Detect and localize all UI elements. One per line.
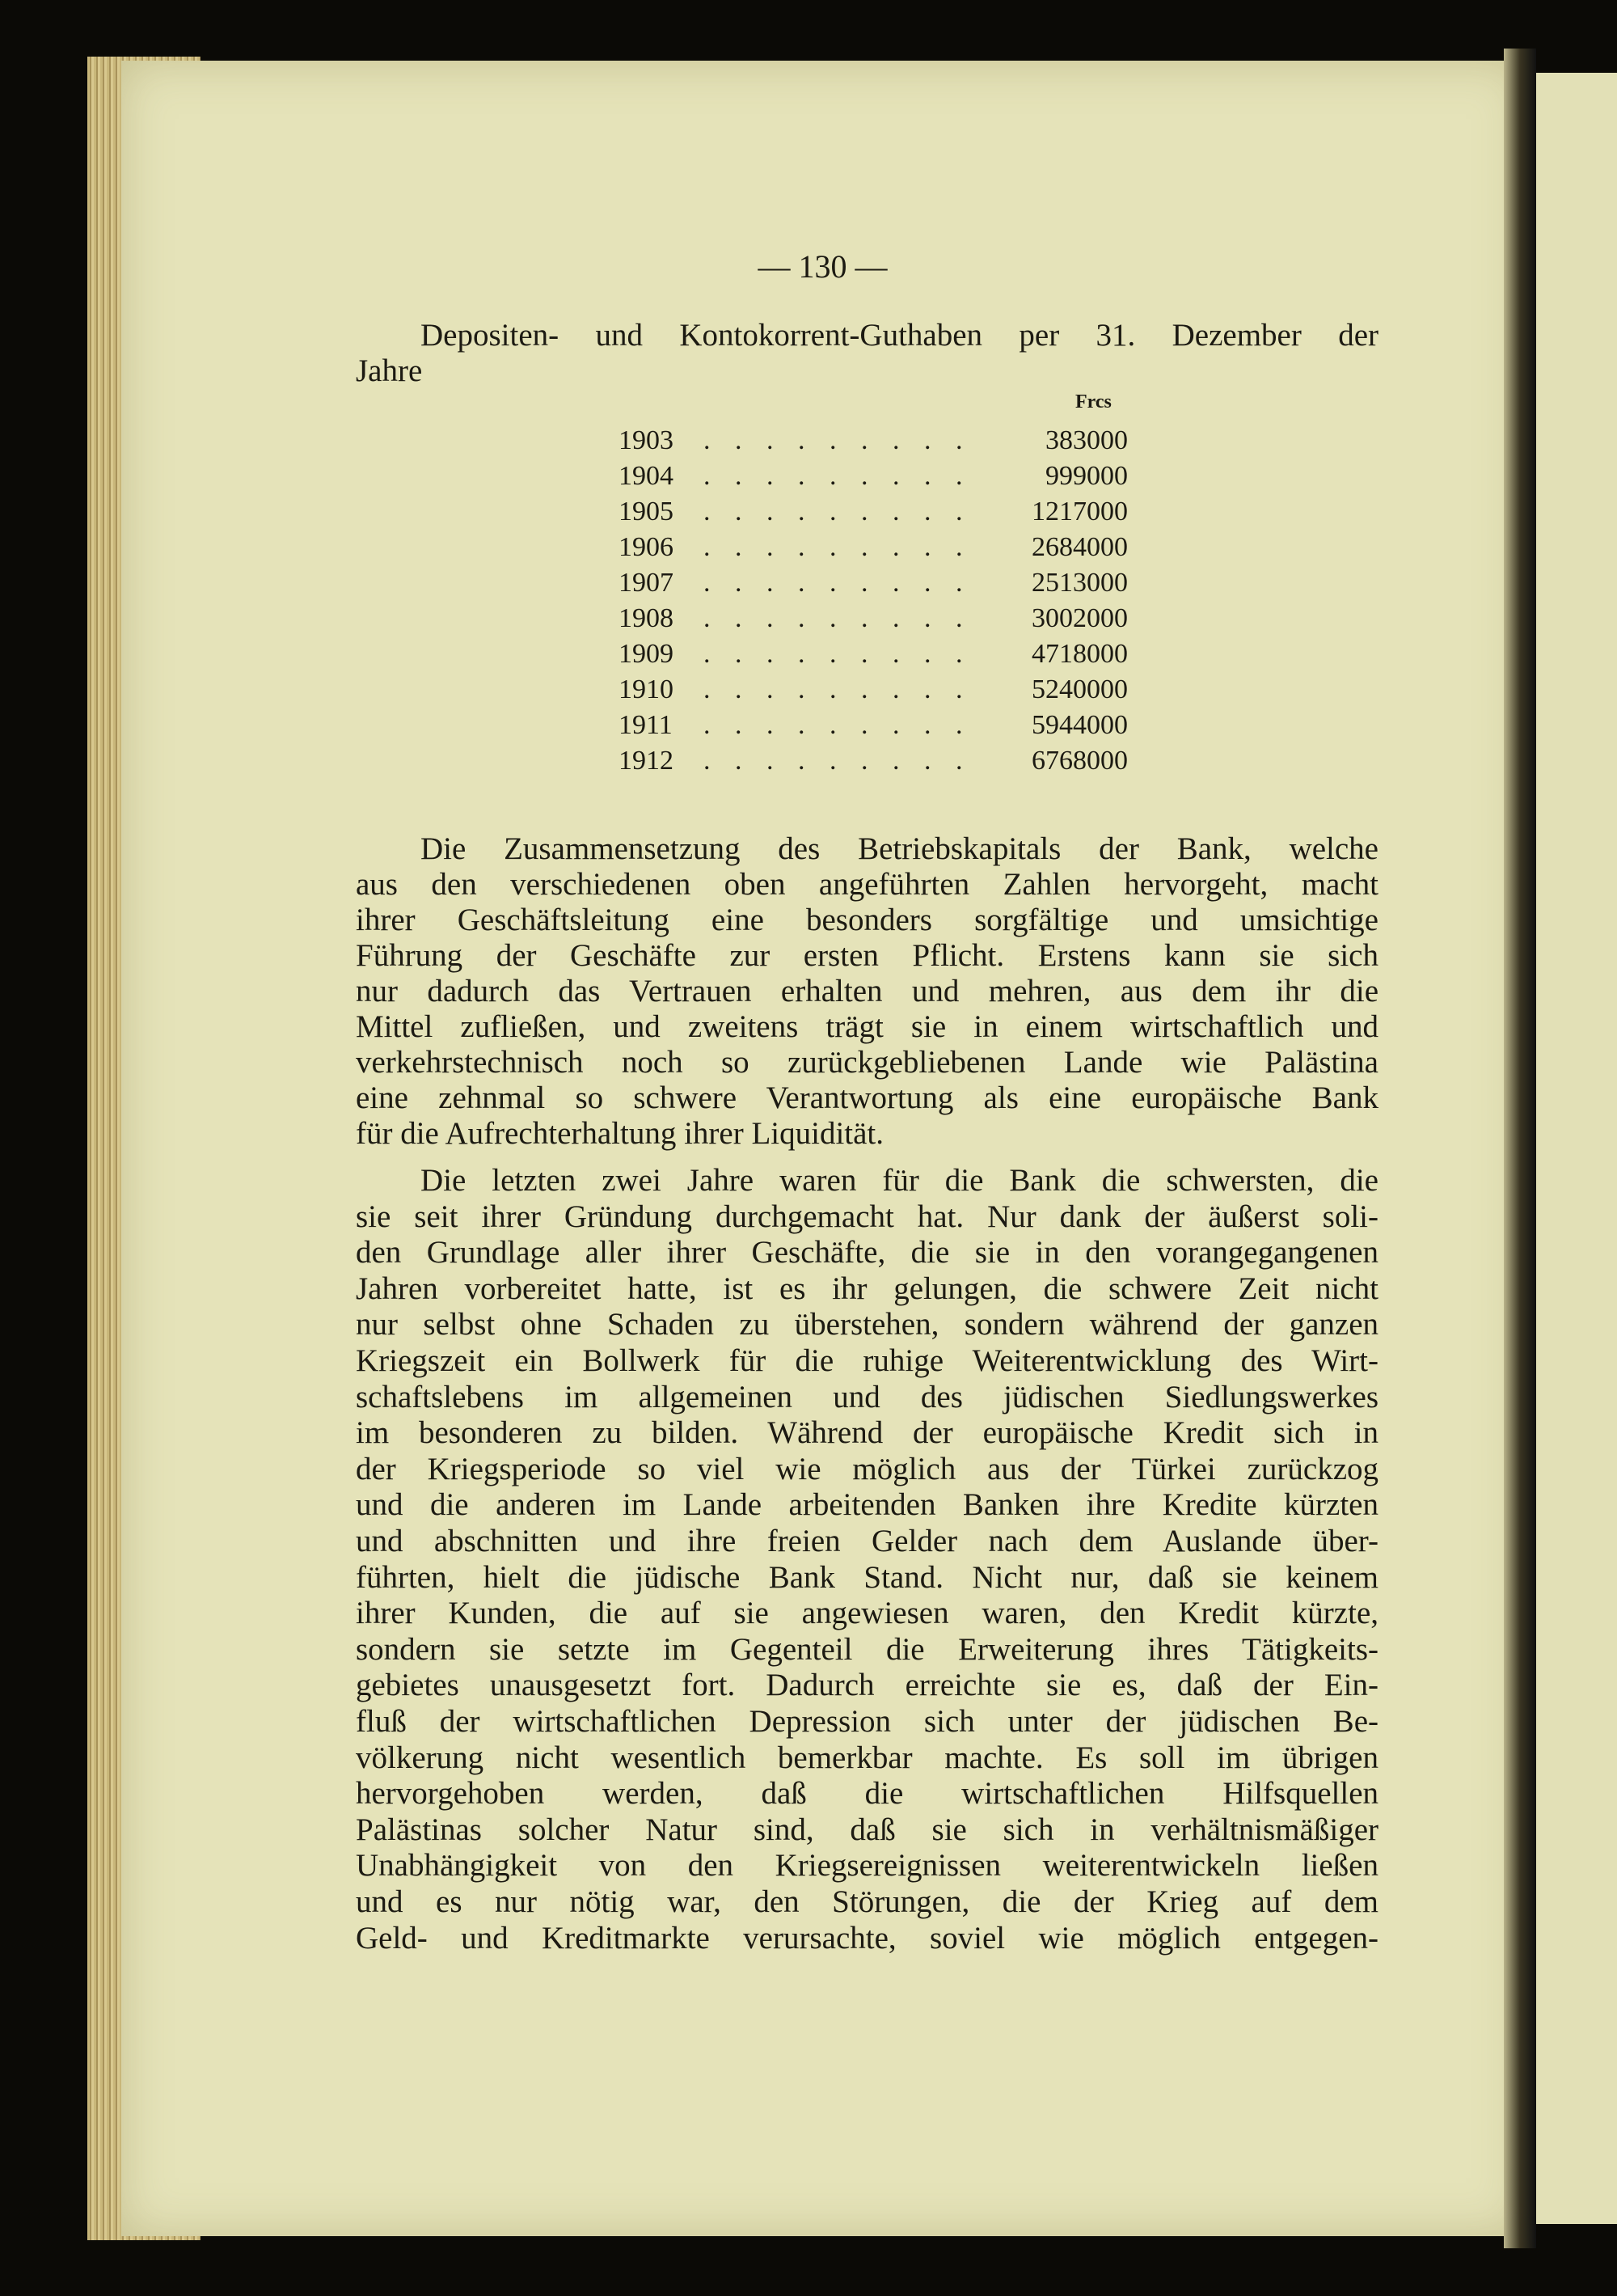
table-row xyxy=(619,743,1128,779)
page-number: — 130 — xyxy=(758,248,888,285)
table-row xyxy=(619,423,1128,459)
paragraph-line: Führung der Geschäfte zur ersten Pflicht. Erstens kann sie sich xyxy=(356,938,1378,973)
paragraph-line: sie seit ihrer Gründung durchgemacht hat. Nur dank der äußerst soli- xyxy=(356,1199,1378,1234)
paragraph-line: Mittel zufließen, und zweitens trägt sie in einem wirtschaftlich und xyxy=(356,1009,1378,1044)
paragraph-line: Die letzten zwei Jahre waren für die Bank die schwersten, die xyxy=(420,1163,1378,1198)
paragraph-line: Jahren vorbereitet hatte, ist es ihr gelungen, die schwere Zeit nicht xyxy=(356,1271,1378,1306)
book-gutter xyxy=(1504,49,1536,2248)
paragraph-line: gebietes unausgesetzt fort. Dadurch erreichte sie es, daß der Ein- xyxy=(356,1668,1378,1703)
paragraph-line: Kriegszeit ein Bollwerk für die ruhige Weiterentwicklung des Wirt- xyxy=(356,1343,1378,1378)
paragraph-line: schaftslebens im allgemeinen und des jüdischen Siedlungswerkes xyxy=(356,1379,1378,1414)
paragraph-line: für die Aufrechterhaltung ihrer Liquidität. xyxy=(356,1116,884,1151)
table-row xyxy=(619,636,1128,672)
table-row xyxy=(619,494,1128,530)
table-row xyxy=(619,530,1128,565)
heading-line: Jahre xyxy=(356,353,423,388)
leader-dots: . . . . . . . . . xyxy=(703,746,972,776)
paragraph-line: verkehrstechnisch noch so zurückgebliebenen Lande wie Palästina xyxy=(356,1045,1378,1080)
year-cell: 1911 xyxy=(619,710,673,740)
year-cell: 1912 xyxy=(619,746,673,776)
paragraph-line: aus den verschiedenen oben angeführten Zahlen hervorgeht, macht xyxy=(356,867,1378,902)
book-page xyxy=(121,61,1524,2236)
paragraph-line: und die anderen im Lande arbeitenden Banken ihre Kredite kürzten xyxy=(356,1487,1378,1523)
value-cell: 3002000 xyxy=(1032,603,1128,633)
value-cell: 999000 xyxy=(1045,461,1128,491)
heading-line: Depositen- und Kontokorrent-Guthaben per 31. Dezember der xyxy=(420,318,1378,353)
leader-dots: . . . . . . . . . xyxy=(703,603,972,633)
value-cell: 2684000 xyxy=(1032,532,1128,562)
paragraph-line: eine zehnmal so schwere Verantwortung als eine europäische Bank xyxy=(356,1080,1378,1115)
paragraph-line: nur dadurch das Vertrauen erhalten und mehren, aus dem ihr die xyxy=(356,974,1378,1008)
leader-dots: . . . . . . . . . xyxy=(703,710,972,740)
leader-dots: . . . . . . . . . xyxy=(703,461,972,491)
paragraph-line: Geld- und Kreditmarkte verursachte, soviel wie möglich entgegen- xyxy=(356,1920,1378,1956)
year-cell: 1904 xyxy=(619,461,673,491)
leader-dots: . . . . . . . . . xyxy=(703,425,972,455)
paragraph-line: sondern sie setzte im Gegenteil die Erweiterung ihres Tätigkeits- xyxy=(356,1631,1378,1667)
paragraph-line: und abschnitten und ihre freien Gelder nach dem Auslande über- xyxy=(356,1524,1378,1558)
value-cell: 1217000 xyxy=(1032,497,1128,526)
year-cell: 1906 xyxy=(619,532,673,562)
value-cell: 6768000 xyxy=(1032,746,1128,776)
paragraph-line: völkerung nicht wesentlich bemerkbar machte. Es soll im übrigen xyxy=(356,1740,1378,1775)
leader-dots: . . . . . . . . . xyxy=(703,639,972,669)
leader-dots: . . . . . . . . . xyxy=(703,568,972,598)
unit-header: Frcs xyxy=(1075,391,1112,412)
year-cell: 1905 xyxy=(619,497,673,526)
paragraph-line: den Grundlage aller ihrer Geschäfte, die sie in den vorangegangenen xyxy=(356,1235,1378,1271)
value-cell: 4718000 xyxy=(1032,639,1128,669)
facing-page xyxy=(1536,73,1617,2224)
paragraph-line: Unabhängigkeit von den Kriegsereignissen weiterentwickeln ließen xyxy=(356,1848,1378,1884)
paragraph-line: ihrer Kunden, die auf sie angewiesen waren, den Kredit kürzte, xyxy=(356,1596,1378,1631)
leader-dots: . . . . . . . . . xyxy=(703,497,972,526)
paragraph-line: Palästinas solcher Natur sind, daß sie sich in verhältnismäßiger xyxy=(356,1812,1378,1847)
paragraph-line: hervorgehoben werden, daß die wirtschaftlichen Hilfsquellen xyxy=(356,1776,1378,1812)
value-cell: 5944000 xyxy=(1032,710,1128,740)
value-cell: 383000 xyxy=(1045,425,1128,455)
table-row xyxy=(619,672,1128,708)
year-cell: 1910 xyxy=(619,674,673,704)
paragraph-line: fluß der wirtschaftlichen Depression sich unter der jüdischen Be- xyxy=(356,1704,1378,1739)
table-row xyxy=(619,565,1128,601)
paragraph-line: führten, hielt die jüdische Bank Stand. Nicht nur, daß sie keinem xyxy=(356,1559,1378,1595)
value-cell: 2513000 xyxy=(1032,568,1128,598)
table-row xyxy=(619,708,1128,743)
leader-dots: . . . . . . . . . xyxy=(703,532,972,562)
leader-dots: . . . . . . . . . xyxy=(703,674,972,704)
paragraph-line: im besonderen zu bilden. Während der europäische Kredit sich in xyxy=(356,1415,1378,1451)
paragraph-line: ihrer Geschäftsleitung eine besonders sorgfältige und umsichtige xyxy=(356,903,1378,937)
paragraph-line: der Kriegsperiode so viel wie möglich aus der Türkei zurückzog xyxy=(356,1451,1378,1486)
paragraph-line: und es nur nötig war, den Störungen, die der Krieg auf dem xyxy=(356,1884,1378,1919)
year-cell: 1907 xyxy=(619,568,673,598)
year-cell: 1903 xyxy=(619,425,673,455)
table-row xyxy=(619,601,1128,636)
year-cell: 1909 xyxy=(619,639,673,669)
value-cell: 5240000 xyxy=(1032,674,1128,704)
table-row xyxy=(619,459,1128,494)
year-cell: 1908 xyxy=(619,603,673,633)
paragraph-line: nur selbst ohne Schaden zu überstehen, sondern während der ganzen xyxy=(356,1307,1378,1343)
paragraph-line: Die Zusammensetzung des Betriebskapitals der Bank, welche xyxy=(420,831,1378,866)
